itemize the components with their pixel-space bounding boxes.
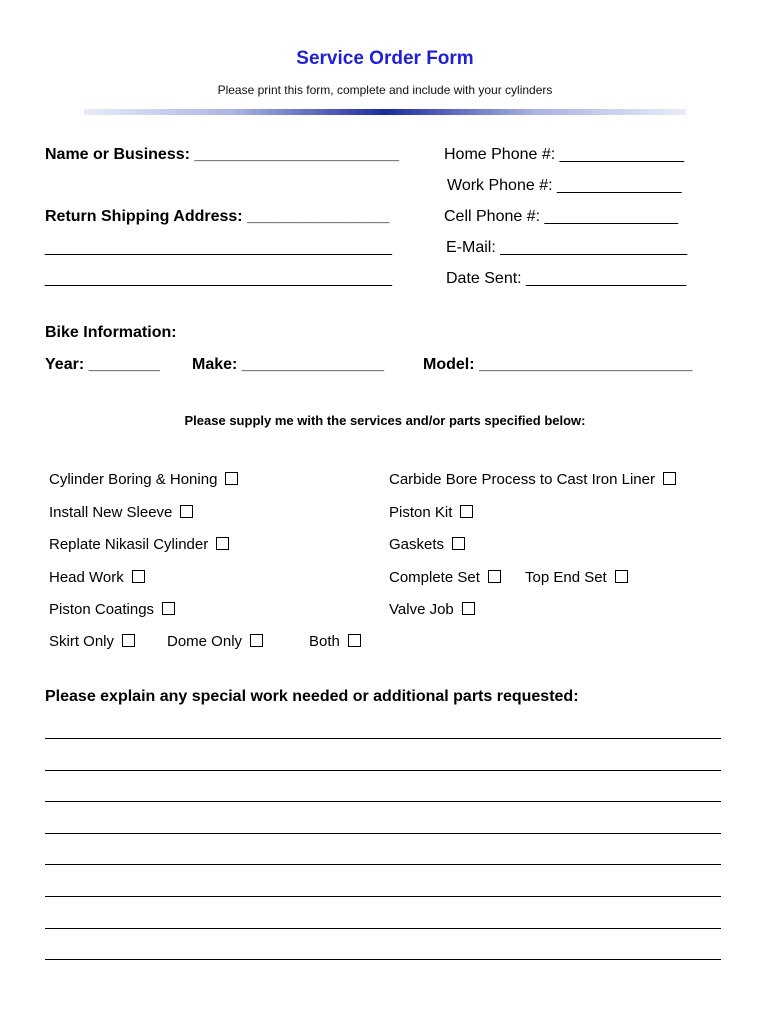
services-heading: Please supply me with the services and/or parts specified below: <box>184 413 586 428</box>
address-line-2[interactable]: _______________________________________ <box>45 239 393 256</box>
special-work-line[interactable] <box>45 833 721 834</box>
bike-make-field[interactable]: Make: ________________ <box>192 356 385 373</box>
checkbox[interactable] <box>462 602 475 615</box>
checkbox[interactable] <box>348 634 361 647</box>
option-both[interactable]: Both <box>309 633 361 650</box>
special-work-line[interactable] <box>45 738 721 739</box>
service-item[interactable]: Piston Kit <box>389 504 473 521</box>
special-work-line[interactable] <box>45 896 721 897</box>
checkbox[interactable] <box>460 505 473 518</box>
date-sent-field[interactable]: Date Sent: __________________ <box>446 270 687 287</box>
service-item[interactable]: Gaskets <box>389 536 465 553</box>
checkbox[interactable] <box>216 537 229 550</box>
checkbox[interactable] <box>452 537 465 550</box>
address-line-3[interactable]: _______________________________________ <box>45 270 393 287</box>
email-field[interactable]: E-Mail: _____________________ <box>446 239 688 256</box>
special-work-line[interactable] <box>45 801 721 802</box>
service-item[interactable]: Replate Nikasil Cylinder <box>49 536 229 553</box>
special-work-line[interactable] <box>45 864 721 865</box>
header-divider <box>84 109 686 115</box>
checkbox[interactable] <box>162 602 175 615</box>
return-address-field[interactable]: Return Shipping Address: ________________ <box>45 208 390 225</box>
service-item[interactable]: Carbide Bore Process to Cast Iron Liner <box>389 471 676 488</box>
service-item[interactable]: Install New Sleeve <box>49 504 193 521</box>
checkbox[interactable] <box>488 570 501 583</box>
bike-year-field[interactable]: Year: ________ <box>45 356 160 373</box>
special-work-heading: Please explain any special work needed or additional parts requested: <box>45 688 579 705</box>
checkbox[interactable] <box>615 570 628 583</box>
bike-info-heading: Bike Information: <box>45 324 177 341</box>
service-item[interactable]: Piston Coatings <box>49 601 175 618</box>
checkbox[interactable] <box>225 472 238 485</box>
checkbox[interactable] <box>663 472 676 485</box>
checkbox[interactable] <box>250 634 263 647</box>
page-subtitle: Please print this form, complete and include with your cylinders <box>217 83 553 97</box>
option-skirt-only[interactable]: Skirt Only <box>49 633 135 650</box>
service-item[interactable]: Complete Set <box>389 569 501 586</box>
cell-phone-field[interactable]: Cell Phone #: _______________ <box>444 208 678 225</box>
home-phone-field[interactable]: Home Phone #: ______________ <box>444 146 685 163</box>
page-title: Service Order Form <box>296 48 474 69</box>
service-item[interactable]: Valve Job <box>389 601 475 618</box>
bike-model-field[interactable]: Model: ________________________ <box>423 356 693 373</box>
special-work-line[interactable] <box>45 770 721 771</box>
checkbox[interactable] <box>122 634 135 647</box>
option-dome-only[interactable]: Dome Only <box>167 633 263 650</box>
special-work-line[interactable] <box>45 928 721 929</box>
special-work-line[interactable] <box>45 959 721 960</box>
name-business-field[interactable]: Name or Business: _______________________ <box>45 146 400 163</box>
checkbox[interactable] <box>132 570 145 583</box>
checkbox[interactable] <box>180 505 193 518</box>
service-item-top-end-set[interactable]: Top End Set <box>525 569 628 586</box>
service-item[interactable]: Cylinder Boring & Honing <box>49 471 238 488</box>
work-phone-field[interactable]: Work Phone #: ______________ <box>447 177 682 194</box>
service-item[interactable]: Head Work <box>49 569 145 586</box>
